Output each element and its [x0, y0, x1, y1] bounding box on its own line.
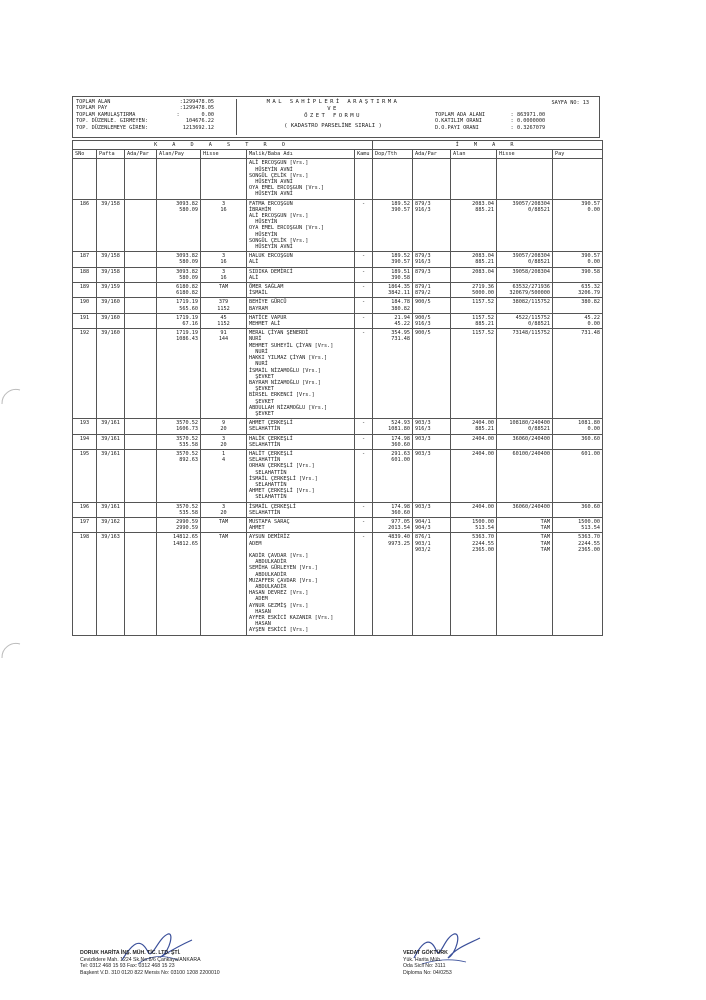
- pafta-cell: 39/158: [97, 267, 125, 282]
- owner-cell: MUSTAFA SARAÇ AHMET: [247, 517, 355, 532]
- kamu-cell: -: [355, 329, 373, 419]
- ada-parsel-cell: [125, 502, 157, 517]
- kamu-cell: -: [355, 283, 373, 298]
- row-number: [73, 159, 97, 199]
- imar-share-cell: TAM TAM TAM: [497, 533, 553, 635]
- row-number: 197: [73, 517, 97, 532]
- table-row: [73, 517, 603, 532]
- company-phone: Tel: 0312 468 15 93 Fax: 0312 468 15 23: [80, 963, 175, 970]
- row-number: 189: [73, 283, 97, 298]
- pafta-cell: 39/160: [97, 329, 125, 419]
- pay-cell: 360.60: [553, 502, 603, 517]
- imar-share-cell: 39057/208304 0/88521: [497, 199, 553, 252]
- imar-ada-parsel-cell: 903/3 916/3: [413, 419, 451, 434]
- imar-share-cell: 63532/271936 320679/500000: [497, 283, 553, 298]
- share-cell: TAM: [201, 533, 247, 635]
- kamu-cell: -: [355, 517, 373, 532]
- dop-cell: 291.63 601.00: [373, 449, 413, 502]
- summary-label: TOPLAM KAMULAŞTIRMA: [76, 111, 136, 118]
- ratio-block: SAYFA NO: 13 TOPLAM ADA ALANI : 863971.00 O.KATILIM ORANI : 0.0000000 D.O.PAYI ORANI : 0.3267079: [435, 100, 589, 131]
- row-number: 188: [73, 267, 97, 282]
- table-row: [73, 533, 603, 635]
- pay-cell: 1081.80 0.00: [553, 419, 603, 434]
- column-header: SNo: [73, 150, 97, 159]
- share-cell: 3 20: [201, 502, 247, 517]
- pay-cell: 390.57 0.00: [553, 199, 603, 252]
- share-cell: 45 1152: [201, 313, 247, 328]
- table-row: [73, 267, 603, 282]
- share-cell: 1 4: [201, 449, 247, 502]
- imar-share-cell: TAM TAM: [497, 517, 553, 532]
- imar-ada-parsel-cell: 879/3 916/3: [413, 252, 451, 267]
- area-cell: 3093.82 580.09: [157, 199, 201, 252]
- column-header: Dop/Tth: [373, 150, 413, 159]
- table-row: [73, 159, 603, 199]
- summary-value: 104676.22: [185, 118, 214, 125]
- imar-area-cell: 5363.70 2244.55 2365.00: [451, 533, 497, 635]
- summary-value: 1213692.12: [182, 124, 214, 131]
- area-cell: 3570.52 535.58: [157, 434, 201, 449]
- imar-ada-parsel-cell: [413, 159, 451, 199]
- pafta-cell: 39/161: [97, 502, 125, 517]
- imar-ada-parsel-cell: 879/1 879/2: [413, 283, 451, 298]
- imar-share-cell: 36060/240400: [497, 502, 553, 517]
- area-cell: 3570.52 535.58: [157, 502, 201, 517]
- imar-share-cell: [497, 159, 553, 199]
- company-name: DORUK HARİTA İNŞ. MÜH. TİC. LTD. ŞTİ.: [80, 950, 181, 956]
- summary-label: TOPLAM PAY: [76, 105, 108, 112]
- summary-label: TOP. DÜZENLE. GIRMEYEN:: [76, 118, 148, 125]
- owner-cell: HATİCE VAPUR MEHMET ALİ: [247, 313, 355, 328]
- table-row: [73, 199, 603, 252]
- ada-parsel-cell: [125, 419, 157, 434]
- pafta-cell: 39/158: [97, 199, 125, 252]
- ada-parsel-cell: [125, 313, 157, 328]
- imar-area-cell: 2083.04: [451, 267, 497, 282]
- column-header: Hisse: [497, 150, 553, 159]
- dop-cell: 524.93 1081.80: [373, 419, 413, 434]
- imar-ada-parsel-cell: 900/5: [413, 298, 451, 313]
- imar-area-cell: 1157.52 885.21: [451, 313, 497, 328]
- punch-hole-mark: [0, 638, 22, 660]
- row-number: 190: [73, 298, 97, 313]
- dop-cell: 189.52 390.57: [373, 199, 413, 252]
- owner-cell: SIDIKA DEMİRCİ ALİ: [247, 267, 355, 282]
- share-cell: 91 144: [201, 329, 247, 419]
- row-number: 193: [73, 419, 97, 434]
- kamu-cell: -: [355, 313, 373, 328]
- pay-cell: 635.32 3206.79: [553, 283, 603, 298]
- table-row: [73, 283, 603, 298]
- pay-cell: 601.00: [553, 449, 603, 502]
- row-number: 186: [73, 199, 97, 252]
- page-number: SAYFA NO: 13: [551, 100, 589, 106]
- imar-share-cell: 108180/240400 0/88521: [497, 419, 553, 434]
- dop-cell: 174.98 360.60: [373, 502, 413, 517]
- table-row: [73, 502, 603, 517]
- engineer-diploma: Diploma No: 04/0253: [403, 969, 452, 976]
- owner-cell: HALİT ÇERKEŞLİ SELAHATTİN ORHAN ÇERKEŞLİ [Vrs.] SELAHATTİN İSMAİL ÇERKEŞLİ [Vrs.] SELAHATTİN AHMET ÇERKEŞLİ [Vrs.] SELAHATTİN: [247, 449, 355, 502]
- imar-area-cell: 2404.00: [451, 449, 497, 502]
- imar-section-header: İ M A R: [373, 141, 603, 150]
- table-row: [73, 434, 603, 449]
- ada-parsel-cell: [125, 434, 157, 449]
- punch-hole-mark: [0, 384, 22, 406]
- owner-cell: ALİ ERCOŞGUN [Vrs.] HÜSEYİN AVNİ SONGÜL ÇELİK [Vrs.] HÜSEYİN AVNİ OYA EMEL ERCOŞGUN [Vrs.] HÜSEYİN AVNİ: [247, 159, 355, 199]
- kamu-cell: -: [355, 267, 373, 282]
- kamu-cell: -: [355, 199, 373, 252]
- dop-cell: 1864.35 3842.11: [373, 283, 413, 298]
- pafta-cell: 39/160: [97, 313, 125, 328]
- share-cell: 3 16: [201, 267, 247, 282]
- share-cell: [201, 159, 247, 199]
- engineer-footer: [403, 950, 523, 976]
- engineer-registry: Oda Sicil No: 3111: [403, 963, 446, 970]
- imar-ada-parsel-cell: 900/5 916/3: [413, 313, 451, 328]
- imar-ada-parsel-cell: 879/3: [413, 267, 451, 282]
- owner-cell: BEHİYE GÜRCÜ BAYRAM: [247, 298, 355, 313]
- imar-share-cell: 60100/240400: [497, 449, 553, 502]
- pafta-cell: 39/161: [97, 419, 125, 434]
- dop-cell: 354.95 731.48: [373, 329, 413, 419]
- kamu-cell: -: [355, 502, 373, 517]
- owner-cell: ÖMER SAĞLAM İSMAİL: [247, 283, 355, 298]
- kadastro-section-header: K A D A S T R O: [73, 141, 373, 150]
- column-header: Malik/Baba Adı: [247, 150, 355, 159]
- company-tax-info: Başkent V.D. 310 0120 822 Mersis No: 03100 1208 2200010: [80, 969, 220, 976]
- imar-area-cell: 2719.36 5000.00: [451, 283, 497, 298]
- pay-cell: 380.82: [553, 298, 603, 313]
- pay-cell: [553, 159, 603, 199]
- imar-share-cell: 39058/208304: [497, 267, 553, 282]
- imar-area-cell: 2404.00 885.21: [451, 419, 497, 434]
- pafta-cell: 39/160: [97, 298, 125, 313]
- ada-parsel-cell: [125, 283, 157, 298]
- imar-ada-parsel-cell: 903/3: [413, 434, 451, 449]
- pafta-cell: [97, 159, 125, 199]
- pafta-cell: 39/159: [97, 283, 125, 298]
- owner-cell: FATMA ERCOŞGUN İBRAHİM ALİ ERCOŞGUN [Vrs.] HÜSEYİN OYA EMEL ERCOŞGUN [Vrs.] HÜSEYİN SONGÜL ÇELİK [Vrs.] HÜSEYİN AVNİ: [247, 199, 355, 252]
- imar-area-cell: 2404.00: [451, 502, 497, 517]
- dop-cell: 189.52 390.57: [373, 252, 413, 267]
- kamu-cell: -: [355, 419, 373, 434]
- ada-parsel-cell: [125, 252, 157, 267]
- share-cell: 3 16: [201, 252, 247, 267]
- column-header: Hisse: [201, 150, 247, 159]
- row-number: 194: [73, 434, 97, 449]
- company-footer: [80, 950, 280, 976]
- summary-label: TOPLAM ALAN: [76, 99, 111, 105]
- dop-cell: 189.51 390.58: [373, 267, 413, 282]
- info-label: D.O.PAYI ORANI: [435, 124, 479, 131]
- imar-share-cell: 38082/115752: [497, 298, 553, 313]
- imar-ada-parsel-cell: 904/1 904/3: [413, 517, 451, 532]
- imar-area-cell: 2404.00: [451, 434, 497, 449]
- table-row: [73, 449, 603, 502]
- ada-parsel-cell: [125, 159, 157, 199]
- owner-cell: MERAL ÇİYAN ŞENERDİ NURİ MEHMET SUHEYİL ÇİYAN [Vrs.] NURİ HAKKI YILMAZ ÇİYAN [Vrs.] NURİ İSMAİL NİZAMOĞLU [Vrs.] ŞEVKET BAYRAM NİZAMOĞLU [Vrs.] ŞEVKET BİRSEL ERKENCİ [Vrs.] ŞEVKET ABDULLAH NİZAMOĞLU [Vrs.] ŞEVKET: [247, 329, 355, 419]
- column-header: Ada/Par: [413, 150, 451, 159]
- kamu-cell: [355, 159, 373, 199]
- share-cell: 3 20: [201, 434, 247, 449]
- summary-block: [76, 99, 237, 135]
- row-number: 198: [73, 533, 97, 635]
- dop-cell: 21.94 45.22: [373, 313, 413, 328]
- engineer-name: VEDAT GÖKTÜRK: [403, 950, 448, 956]
- pafta-cell: 39/162: [97, 517, 125, 532]
- pay-cell: 45.22 0.00: [553, 313, 603, 328]
- pay-cell: 360.60: [553, 434, 603, 449]
- form-title: [238, 99, 428, 130]
- row-number: 192: [73, 329, 97, 419]
- table-row: [73, 419, 603, 434]
- share-cell: TAM: [201, 283, 247, 298]
- row-number: 191: [73, 313, 97, 328]
- imar-area-cell: 1157.52: [451, 298, 497, 313]
- dop-cell: 174.98 360.60: [373, 434, 413, 449]
- imar-share-cell: 73148/115752: [497, 329, 553, 419]
- imar-area-cell: 2083.04 885.21: [451, 199, 497, 252]
- column-header: Pay: [553, 150, 603, 159]
- owner-cell: AYSUN DEMİRİZ ADEM KADİR ÇAVDAR [Vrs.] ABDULKADİR SEMİHA GÜRLEYEN [Vrs.] ABDULKADİR MUZAFFER ÇAVDAR [Vrs.] ABDULKADİR HASAN DEVREZ [Vrs.] ADEM AYNUR GEZMİŞ [Vrs.] HASAN AYFER ESKİCİ KAZANIR [Vrs.] HASAN AYŞEN ESKİCİ [Vrs.]: [247, 533, 355, 635]
- summary-label: TOP. DÜZENLEMEYE GİREN:: [76, 124, 148, 131]
- pafta-cell: 39/158: [97, 252, 125, 267]
- form-subtitle: ( KADASTRO PARSELİNE SIRALI ): [284, 123, 382, 129]
- pay-cell: 1500.00 513.54: [553, 517, 603, 532]
- title-line: ÖZET FORMU: [304, 113, 362, 119]
- share-cell: TAM: [201, 517, 247, 532]
- column-header: Pafta: [97, 150, 125, 159]
- area-cell: 1719.19 67.16: [157, 313, 201, 328]
- owner-cell: AHMET ÇERKEŞLİ SELAHATTİN: [247, 419, 355, 434]
- summary-value: : 0.00: [176, 111, 214, 118]
- kamu-cell: -: [355, 252, 373, 267]
- owner-cell: HALİK ÇERKEŞLİ SELAHATTİN: [247, 434, 355, 449]
- table-row: [73, 329, 603, 419]
- imar-share-cell: 4522/115752 0/88521: [497, 313, 553, 328]
- imar-ada-parsel-cell: 903/3: [413, 502, 451, 517]
- pay-cell: 731.48: [553, 329, 603, 419]
- area-cell: 3093.82 580.09: [157, 267, 201, 282]
- area-cell: 6180.82 6180.82: [157, 283, 201, 298]
- company-address: Cevizlidere Mah. 1224 Sk.No:8/6 Çankaya/ANKARA: [80, 956, 201, 963]
- column-header: Alan: [451, 150, 497, 159]
- form-header: [72, 96, 600, 138]
- imar-share-cell: 36060/240400: [497, 434, 553, 449]
- ada-parsel-cell: [125, 199, 157, 252]
- imar-area-cell: 1500.00 513.54: [451, 517, 497, 532]
- summary-value: :1299478.05: [179, 105, 214, 112]
- kamu-cell: -: [355, 533, 373, 635]
- dop-cell: 4839.40 9973.25: [373, 533, 413, 635]
- imar-ada-parsel-cell: 900/5: [413, 329, 451, 419]
- area-cell: 14812.65 14812.65: [157, 533, 201, 635]
- table-row: [73, 252, 603, 267]
- share-cell: 379 1152: [201, 298, 247, 313]
- ada-parsel-cell: [125, 533, 157, 635]
- dop-cell: [373, 159, 413, 199]
- imar-ada-parsel-cell: 903/3: [413, 449, 451, 502]
- imar-share-cell: 39057/208304 0/88521: [497, 252, 553, 267]
- info-value: 0.0000000: [517, 118, 546, 125]
- dop-cell: 977.05 2013.54: [373, 517, 413, 532]
- pay-cell: 5363.70 2244.55 2365.00: [553, 533, 603, 635]
- column-header: Ada/Par: [125, 150, 157, 159]
- info-label: O.KATILIM ORANI: [435, 118, 482, 125]
- area-cell: 1719.19 1086.43: [157, 329, 201, 419]
- imar-ada-parsel-cell: 879/3 916/3: [413, 199, 451, 252]
- title-line: MAL SAHİPLERİ ARAŞTIRMA: [266, 99, 400, 105]
- pay-cell: 390.57 0.00: [553, 252, 603, 267]
- ada-parsel-cell: [125, 517, 157, 532]
- ada-parsel-cell: [125, 298, 157, 313]
- imar-area-cell: 1157.52: [451, 329, 497, 419]
- pafta-cell: 39/161: [97, 434, 125, 449]
- ada-parsel-cell: [125, 267, 157, 282]
- imar-ada-parsel-cell: 876/1 903/1 903/2: [413, 533, 451, 635]
- area-cell: 2990.59 2990.59: [157, 517, 201, 532]
- ownership-table: [72, 140, 603, 636]
- area-cell: 3570.52 892.63: [157, 449, 201, 502]
- pafta-cell: 39/163: [97, 533, 125, 635]
- imar-area-cell: 2083.04 885.21: [451, 252, 497, 267]
- pafta-cell: 39/161: [97, 449, 125, 502]
- column-header: Alan/Pay: [157, 150, 201, 159]
- share-cell: 9 20: [201, 419, 247, 434]
- table-row: [73, 298, 603, 313]
- area-cell: 3093.82 580.09: [157, 252, 201, 267]
- kamu-cell: -: [355, 434, 373, 449]
- table-row: [73, 313, 603, 328]
- dop-cell: 184.78 380.82: [373, 298, 413, 313]
- row-number: 196: [73, 502, 97, 517]
- info-label: TOPLAM ADA ALANI: [435, 112, 485, 118]
- kamu-cell: -: [355, 298, 373, 313]
- title-line: VE: [327, 106, 339, 112]
- imar-area-cell: [451, 159, 497, 199]
- share-cell: 3 16: [201, 199, 247, 252]
- owner-cell: HALUK ERCOŞGUN ALİ: [247, 252, 355, 267]
- area-cell: [157, 159, 201, 199]
- ada-parsel-cell: [125, 329, 157, 419]
- owner-cell: İSMAİL ÇERKEŞLİ SELAHATTİN: [247, 502, 355, 517]
- area-cell: 3570.52 1606.73: [157, 419, 201, 434]
- row-number: 195: [73, 449, 97, 502]
- pay-cell: 390.58: [553, 267, 603, 282]
- engineer-title: Yük. Harita Müh.: [403, 956, 442, 963]
- kamu-cell: -: [355, 449, 373, 502]
- column-header: Kamu: [355, 150, 373, 159]
- info-value: 863971.00: [517, 112, 546, 118]
- ada-parsel-cell: [125, 449, 157, 502]
- summary-value: :1299478.05: [179, 99, 214, 105]
- row-number: 187: [73, 252, 97, 267]
- info-value: 0.3267079: [517, 124, 546, 131]
- area-cell: 1719.19 565.60: [157, 298, 201, 313]
